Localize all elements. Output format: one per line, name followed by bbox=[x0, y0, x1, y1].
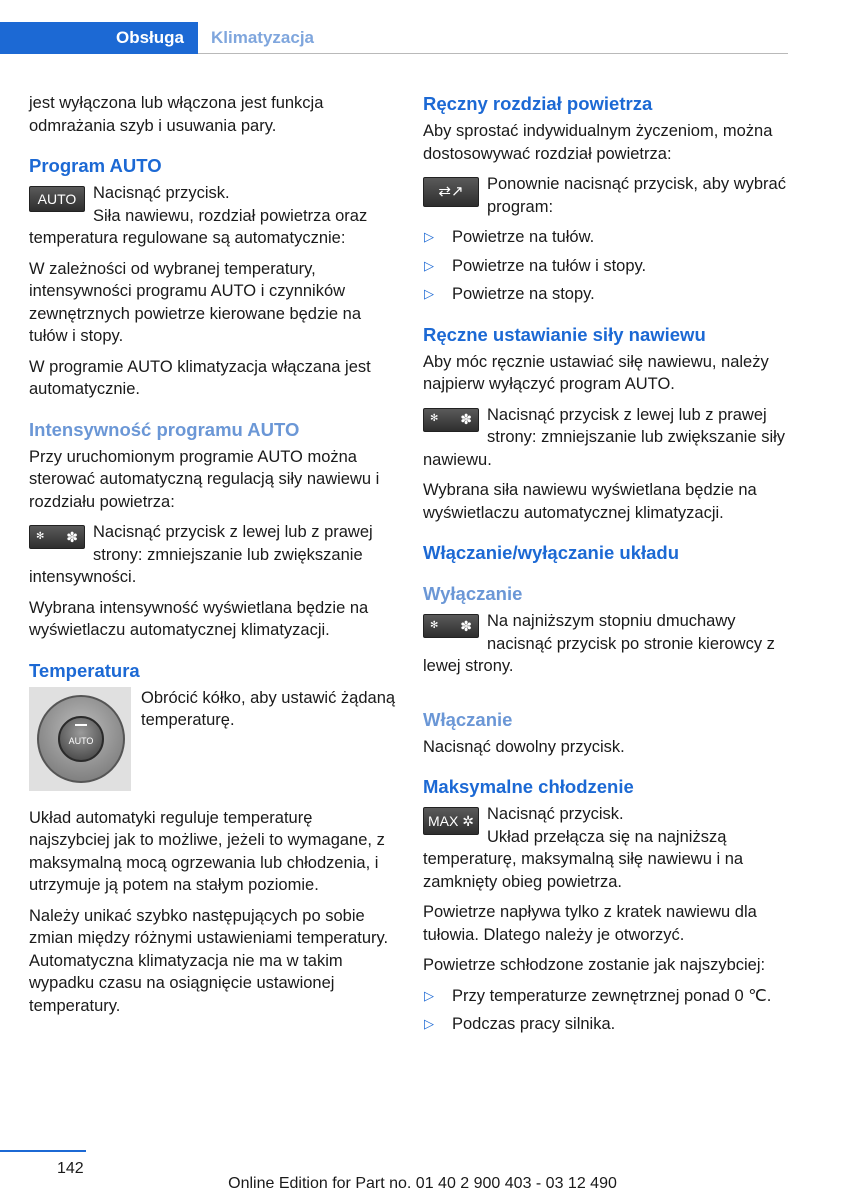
section-title: Klimatyzacja bbox=[211, 28, 314, 47]
manual-fan-para-1: Aby móc ręcznie ustawiać siłę nawiewu, należy najpierw wyłączyć program AUTO. bbox=[423, 352, 769, 393]
bullet-triangle-icon: ▷ bbox=[424, 229, 434, 244]
max-cooling-instruction bbox=[423, 803, 791, 893]
knob-auto-icon bbox=[58, 716, 104, 762]
knob-outer-ring bbox=[37, 695, 125, 783]
fan-small-icon: ✻ bbox=[430, 413, 439, 425]
bullet-triangle-icon: ▷ bbox=[424, 257, 434, 273]
distribution-para-1: Aby sprostać indywidualnym życzeniom, można dostosowywać rozdział powietrza: bbox=[423, 122, 773, 163]
distribution-list bbox=[423, 226, 791, 306]
temperature-para-2: Układ automatyki reguluje temperaturę najszybciej jak to możliwe, jeżeli to wymagane, z maksymalną mocą ogrzewania lub chłodzenia, i utrzymuje ją potem na stałym poziomie. bbox=[29, 808, 385, 894]
header-divider bbox=[198, 53, 788, 54]
fan-large-icon: ✽ bbox=[460, 617, 472, 634]
left-column bbox=[29, 92, 397, 1025]
intensity-para-1: Przy uruchomionym programie AUTO można sterować automatyczną regulacją siły nawiewu i rozdziału powietrza: bbox=[29, 447, 380, 511]
fan-small-icon: ✻ bbox=[36, 530, 45, 542]
onoff-heading: Włączanie/wyłączanie układu bbox=[423, 542, 680, 563]
fan-large-icon: ✽ bbox=[66, 528, 78, 545]
list-item bbox=[423, 255, 791, 278]
distribution-instruction bbox=[423, 173, 791, 218]
list-item-text: Przy temperaturze zewnętrznej ponad 0 ℃. bbox=[452, 986, 772, 1005]
bullet-triangle-icon: ▷ bbox=[424, 286, 434, 301]
fan-large-icon: ✽ bbox=[460, 411, 472, 428]
right-column bbox=[423, 92, 791, 1044]
bullet-triangle-icon: ▷ bbox=[424, 987, 434, 1003]
manual-fan-para-3: Wybrana siła nawiewu wyświetlana będzie na wyświetlaczu automatycznej klimatyzacji. bbox=[423, 481, 757, 522]
fan-button-icon bbox=[423, 614, 479, 638]
air-distribution-icon: ⇄↗ bbox=[423, 177, 479, 207]
page-number: 142 bbox=[57, 1160, 84, 1177]
list-item bbox=[423, 283, 791, 306]
chapter-tab bbox=[0, 22, 198, 54]
auto-para-3: W programie AUTO klimatyzacja włączana jest automatycznie. bbox=[29, 357, 371, 398]
list-item-text: Powietrze na stopy. bbox=[452, 285, 595, 303]
auto-press-text: Nacisnąć przycisk. bbox=[93, 184, 230, 202]
max-cooling-list bbox=[423, 985, 791, 1036]
manual-fan-heading: Ręczne ustawianie siły nawiewu bbox=[423, 323, 706, 345]
auto-button-icon: AUTO bbox=[29, 186, 85, 212]
edition-text: Online Edition for Part no. 01 40 2 900 403 - 03 12 490 bbox=[228, 1175, 617, 1192]
list-item-text: Powietrze na tułów i stopy. bbox=[452, 256, 647, 275]
temperature-instruction bbox=[29, 687, 397, 799]
distribution-para-2: Ponownie nacisnąć przycisk, aby wybrać program: bbox=[487, 175, 786, 216]
list-item bbox=[423, 226, 791, 249]
max-press-text: Nacisnąć przycisk. bbox=[487, 805, 624, 823]
off-heading: Wyłączanie bbox=[423, 583, 523, 604]
manual-fan-para-2: Nacisnąć przycisk z lewej lub z prawej strony: zmniejszanie lub zwiększanie siły nawiewu. bbox=[423, 405, 786, 469]
on-text: Nacisnąć dowolny przycisk. bbox=[423, 737, 625, 756]
auto-instruction bbox=[29, 182, 397, 250]
auto-description: Siła nawiewu, rozdział powietrza oraz temperatura regulowane są automatycznie: bbox=[29, 206, 368, 247]
intensity-para-2: Nacisnąć przycisk z lewej lub z prawej strony: zmniejszanie lub zwiększanie intensywności. bbox=[29, 523, 373, 586]
max-cooling-heading: Maksymalne chłodzenie bbox=[423, 776, 634, 797]
intro-text: jest wyłączona lub włączona jest funkcja odmrażania szyb i usuwania pary. bbox=[29, 94, 324, 135]
max-button-icon: MAX ✲ bbox=[423, 807, 479, 835]
max-para-3: Powietrze schłodzone zostanie jak najszybciej: bbox=[423, 956, 766, 974]
bullet-triangle-icon: ▷ bbox=[424, 1016, 434, 1031]
off-text: Na najniższym stopniu dmuchawy nacisnąć przycisk po stronie kierowcy z lewej strony. bbox=[423, 612, 775, 675]
list-item bbox=[423, 985, 791, 1008]
temperature-knob-image bbox=[29, 687, 131, 791]
auto-para-2: W zależności od wybranej temperatury, intensywności programu AUTO i czynników zewnętrznych powietrze kierowane będzie na tułów i stopy. bbox=[29, 259, 362, 345]
max-description: Układ przełącza się na najniższą temperaturę, maksymalną siłę nawiewu i na zamknięty obieg powietrza. bbox=[423, 827, 744, 891]
intensity-instruction bbox=[29, 521, 397, 589]
fan-button-icon bbox=[29, 525, 85, 549]
intensity-para-3: Wybrana intensywność wyświetlana będzie na wyświetlaczu automatycznej klimatyzacji. bbox=[29, 598, 369, 639]
temperature-heading: Temperatura bbox=[29, 659, 140, 681]
auto-heading: Program AUTO bbox=[29, 155, 162, 176]
footer-divider bbox=[0, 1150, 86, 1152]
minus-icon bbox=[75, 724, 87, 726]
knob-auto-label: AUTO bbox=[68, 736, 94, 747]
on-heading: Włączanie bbox=[423, 708, 513, 730]
fan-small-icon: ✻ bbox=[430, 619, 439, 631]
max-para-2: Powietrze napływa tylko z kratek nawiewu dla tułowia. Dlatego należy je otworzyć. bbox=[423, 903, 757, 944]
off-instruction bbox=[423, 610, 791, 678]
chapter-title: Obsługa bbox=[115, 28, 184, 47]
intensity-heading: Intensywność programu AUTO bbox=[29, 418, 300, 440]
temperature-para-1: Obrócić kółko, aby ustawić żądaną temperaturę. bbox=[141, 688, 396, 729]
list-item-text: Podczas pracy silnika. bbox=[452, 1015, 616, 1033]
distribution-heading: Ręczny rozdział powietrza bbox=[423, 93, 653, 114]
temperature-para-3: Należy unikać szybko następujących po sobie zmian między różnymi ustawieniami temperatury. Automatyczna klimatyzacja nie ma w takim wypadku czasu na osiągnięcie ustawionej temperatury. bbox=[29, 906, 389, 1015]
manual-fan-instruction bbox=[423, 404, 791, 472]
list-item bbox=[423, 1013, 791, 1036]
fan-button-icon bbox=[423, 408, 479, 432]
list-item-text: Powietrze na tułów. bbox=[452, 228, 595, 246]
